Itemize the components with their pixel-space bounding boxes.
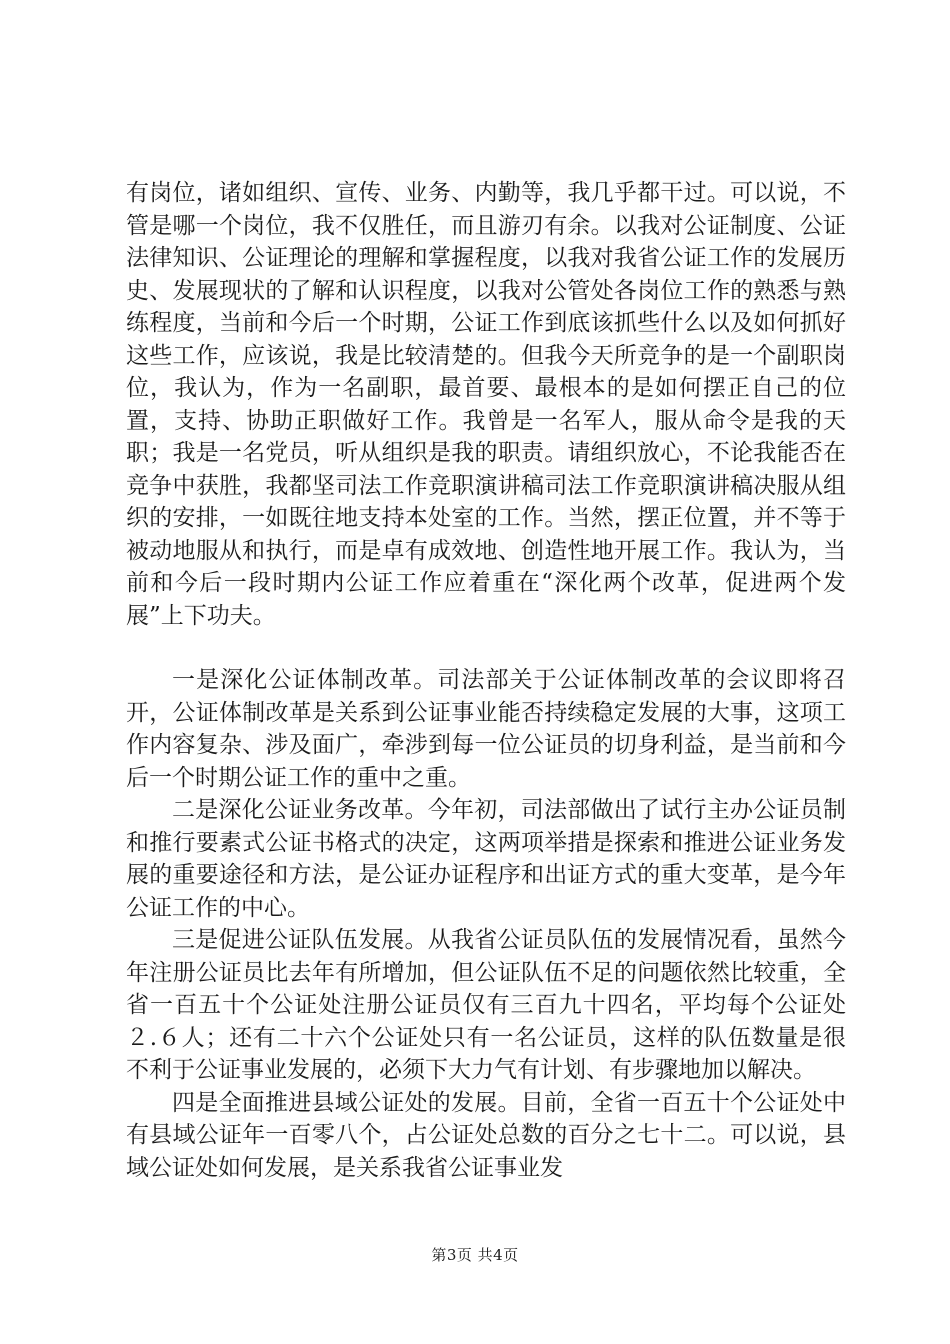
document-body	[126, 177, 846, 1184]
paragraph-2: 一是深化公证体制改革。司法部关于公证体制改革的会议即将召开，公证体制改革是关系到公证事业能否持续稳定发展的大事，这项工作内容复杂、涉及面广，牵涉到每一位公证员的切身利益，是当前和今后一个时期公证工作的重中之重。	[126, 667, 846, 791]
page-footer: 第3页 共4页	[431, 1246, 519, 1264]
paragraph-3: 二是深化公证业务改革。今年初，司法部做出了试行主办公证员制和推行要素式公证书格式的决定，这两项举措是探索和推进公证业务发展的重要途径和方法，是公证办证程序和出证方式的重大变革，是今年公证工作的中心。	[126, 797, 846, 921]
paragraph-4: 三是促进公证队伍发展。从我省公证员队伍的发展情况看，虽然今年注册公证员比去年有所增加，但公证队伍不足的问题依然比较重，全省一百五十个公证处注册公证员仅有三百九十四名，平均每个公证处２.６人；还有二十六个公证处只有一名公证员，这样的队伍数量是很不利于公证事业发展的，必须下大力气有计划、有步骤地加以解决。	[126, 927, 846, 1083]
paragraph-5: 四是全面推进县域公证处的发展。目前，全省一百五十个公证处中有县域公证年一百零八个，占公证处总数的百分之七十二。可以说，县域公证处如何发展，是关系我省公证事业发	[126, 1089, 846, 1181]
paragraph-1: 有岗位，诸如组织、宣传、业务、内勤等，我几乎都干过。可以说，不管是哪一个岗位，我不仅胜任，而且游刃有余。以我对公证制度、公证法律知识、公证理论的理解和掌握程度，以我对我省公证工作的发展历史、发展现状的了解和认识程度，以我对公管处各岗位工作的熟悉与熟练程度，当前和今后一个时期，公证工作到底该抓些什么以及如何抓好这些工作，应该说，我是比较清楚的。但我今天所竞争的是一个副职岗位，我认为，作为一名副职，最首要、最根本的是如何摆正自己的位置，支持、协助正职做好工作。我曾是一名军人，服从命令是我的天职；我是一名党员，听从组织是我的职责。请组织放心，不论我能否在竞争中获胜，我都坚司法工作竞职演讲稿司法工作竞职演讲稿决服从组织的安排，一如既往地支持本处室的工作。当然，摆正位置，并不等于被动地服从和执行，而是卓有成效地、创造性地开展工作。我认为，当前和今后一段时期内公证工作应着重在“深化两个改革，促进两个发展”上下功夫。	[126, 180, 846, 629]
